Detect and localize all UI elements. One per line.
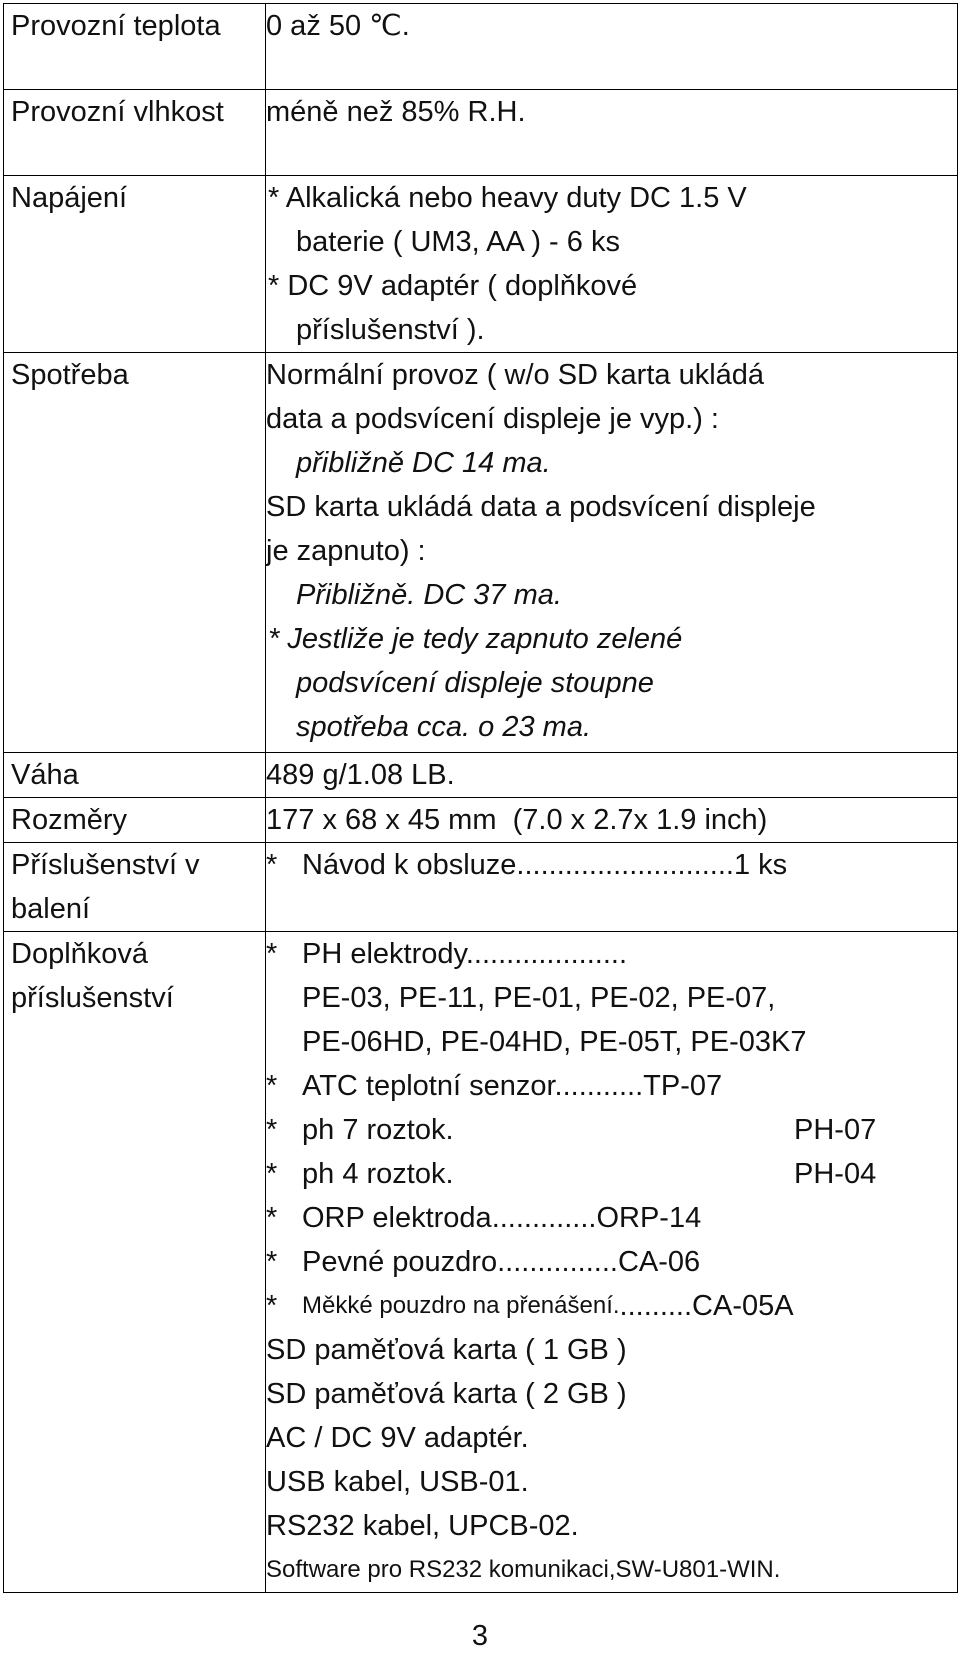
row-label: Spotřeba bbox=[11, 359, 129, 391]
accessory-item bbox=[266, 976, 957, 1020]
accessory-line: SD paměťová karta ( 2 GB ) bbox=[266, 1378, 627, 1410]
bullet: * bbox=[266, 1070, 278, 1102]
value-cell bbox=[266, 4, 958, 90]
value-line: * DC 9V adaptér ( doplňkové bbox=[268, 270, 638, 302]
item-text: PH elektrody. bbox=[302, 938, 474, 970]
dot-leader: ................... bbox=[473, 938, 628, 970]
bullet: * bbox=[266, 1158, 278, 1190]
item-text: PE-03, PE-11, PE-01, PE-02, PE-07, bbox=[302, 982, 776, 1014]
dot-leader: ......... bbox=[619, 1290, 693, 1322]
value-cell bbox=[266, 353, 958, 753]
item-text: PE-06HD, PE-04HD, PE-05T, PE-03K7 bbox=[302, 1026, 807, 1058]
accessory-line: Software pro RS232 komunikaci,SW-U801-WIN. bbox=[266, 1556, 781, 1583]
accessory-item bbox=[266, 843, 957, 887]
item-code: TP-07 bbox=[643, 1070, 723, 1102]
row-provozni-teplota bbox=[4, 4, 958, 90]
label-cell bbox=[4, 176, 266, 353]
accessory-item bbox=[266, 1108, 957, 1152]
dot-leader: ............... bbox=[497, 1246, 618, 1278]
accessory-item bbox=[266, 1152, 957, 1196]
accessory-line: RS232 kabel, UPCB-02. bbox=[266, 1510, 579, 1542]
item-code: ORP-14 bbox=[596, 1202, 702, 1234]
item-text: ph 4 roztok. bbox=[302, 1158, 454, 1190]
row-label: Provozní teplota bbox=[11, 10, 221, 42]
accessory-item bbox=[266, 1196, 957, 1240]
accessory-item bbox=[266, 1020, 957, 1064]
page-number: 3 bbox=[471, 1620, 489, 1652]
row-value: 177 x 68 x 45 mm (7.0 x 2.7x 1.9 inch) bbox=[266, 804, 768, 836]
row-doplnkova-prislusenstvi bbox=[4, 932, 958, 1593]
value-line: příslušenství ). bbox=[296, 314, 485, 346]
value-line: Normální provoz ( w/o SD karta ukládá bbox=[266, 359, 765, 391]
value-cell bbox=[266, 753, 958, 798]
accessory-line: AC / DC 9V adaptér. bbox=[266, 1422, 529, 1454]
value-line: Přibližně. DC 37 ma. bbox=[296, 579, 562, 611]
row-rozmery bbox=[4, 798, 958, 843]
row-spotreba bbox=[4, 353, 958, 753]
row-label: Příslušenství v balení bbox=[11, 849, 200, 925]
accessory-item bbox=[266, 932, 957, 976]
row-label: Váha bbox=[11, 759, 79, 791]
label-cell bbox=[4, 932, 266, 1593]
bullet bbox=[266, 976, 302, 1020]
bullet bbox=[266, 1020, 302, 1064]
value-line: data a podsvícení displeje je vyp.) : bbox=[266, 403, 719, 435]
item-text: ORP elektroda bbox=[302, 1202, 492, 1234]
row-value: 0 až 50 ℃. bbox=[266, 10, 410, 42]
dot-leader: ............. bbox=[491, 1202, 597, 1234]
row-label: Napájení bbox=[11, 182, 128, 214]
label-cell bbox=[4, 798, 266, 843]
label-cell bbox=[4, 4, 266, 90]
row-label: Doplňková příslušenství bbox=[11, 938, 174, 1014]
label-cell bbox=[4, 90, 266, 176]
accessory-item bbox=[266, 1064, 957, 1108]
row-value: 489 g/1.08 LB. bbox=[266, 759, 455, 791]
bullet: * bbox=[266, 1114, 278, 1146]
row-napajeni bbox=[4, 176, 958, 353]
value-line: přibližně DC 14 ma. bbox=[296, 447, 551, 479]
value-cell bbox=[266, 843, 958, 932]
item-text: ph 7 roztok. bbox=[302, 1114, 454, 1146]
row-prislusenstvi-v-baleni bbox=[4, 843, 958, 932]
label-cell bbox=[4, 353, 266, 753]
item-code: CA-05A bbox=[692, 1290, 794, 1322]
bullet: * bbox=[266, 849, 278, 881]
item-code: PH-07 bbox=[794, 1114, 877, 1146]
item-text: Pevné pouzdro bbox=[302, 1246, 498, 1278]
item-text: Měkké pouzdro na přenášení. bbox=[302, 1292, 620, 1319]
row-vaha bbox=[4, 753, 958, 798]
bullet: * bbox=[266, 938, 278, 970]
value-line: spotřeba cca. o 23 ma. bbox=[296, 711, 591, 743]
value-line: * Jestliže je tedy zapnuto zelené bbox=[268, 623, 683, 655]
value-line: SD karta ukládá data a podsvícení displeje bbox=[266, 491, 816, 523]
value-cell bbox=[266, 176, 958, 353]
item-text: ATC teplotní senzor. bbox=[302, 1070, 563, 1102]
bullet: * bbox=[266, 1290, 278, 1322]
row-label: Provozní vlhkost bbox=[11, 96, 224, 128]
value-line: baterie ( UM3, AA ) - 6 ks bbox=[296, 226, 620, 258]
label-cell bbox=[4, 753, 266, 798]
value-cell bbox=[266, 932, 958, 1593]
specification-table bbox=[3, 3, 958, 1593]
item-code: 1 ks bbox=[733, 849, 788, 881]
row-value: méně než 85% R.H. bbox=[266, 96, 526, 128]
accessory-line: USB kabel, USB-01. bbox=[266, 1466, 529, 1498]
accessory-item bbox=[266, 1240, 957, 1284]
accessory-item bbox=[266, 1284, 957, 1328]
item-code: PH-04 bbox=[794, 1158, 877, 1190]
row-label: Rozměry bbox=[11, 804, 128, 836]
dot-leader: .......... bbox=[562, 1070, 644, 1102]
row-provozni-vlhkost bbox=[4, 90, 958, 176]
bullet: * bbox=[266, 1246, 278, 1278]
dot-leader: .......................... bbox=[524, 849, 734, 881]
bullet: * bbox=[266, 1202, 278, 1234]
label-cell bbox=[4, 843, 266, 932]
value-cell bbox=[266, 798, 958, 843]
value-line: podsvícení displeje stoupne bbox=[296, 667, 654, 699]
value-line: * Alkalická nebo heavy duty DC 1.5 V bbox=[268, 182, 747, 214]
value-cell bbox=[266, 90, 958, 176]
value-line: je zapnuto) : bbox=[266, 535, 426, 567]
item-text: Návod k obsluze. bbox=[302, 849, 525, 881]
item-code: CA-06 bbox=[617, 1246, 701, 1278]
accessory-line: SD paměťová karta ( 1 GB ) bbox=[266, 1334, 627, 1366]
